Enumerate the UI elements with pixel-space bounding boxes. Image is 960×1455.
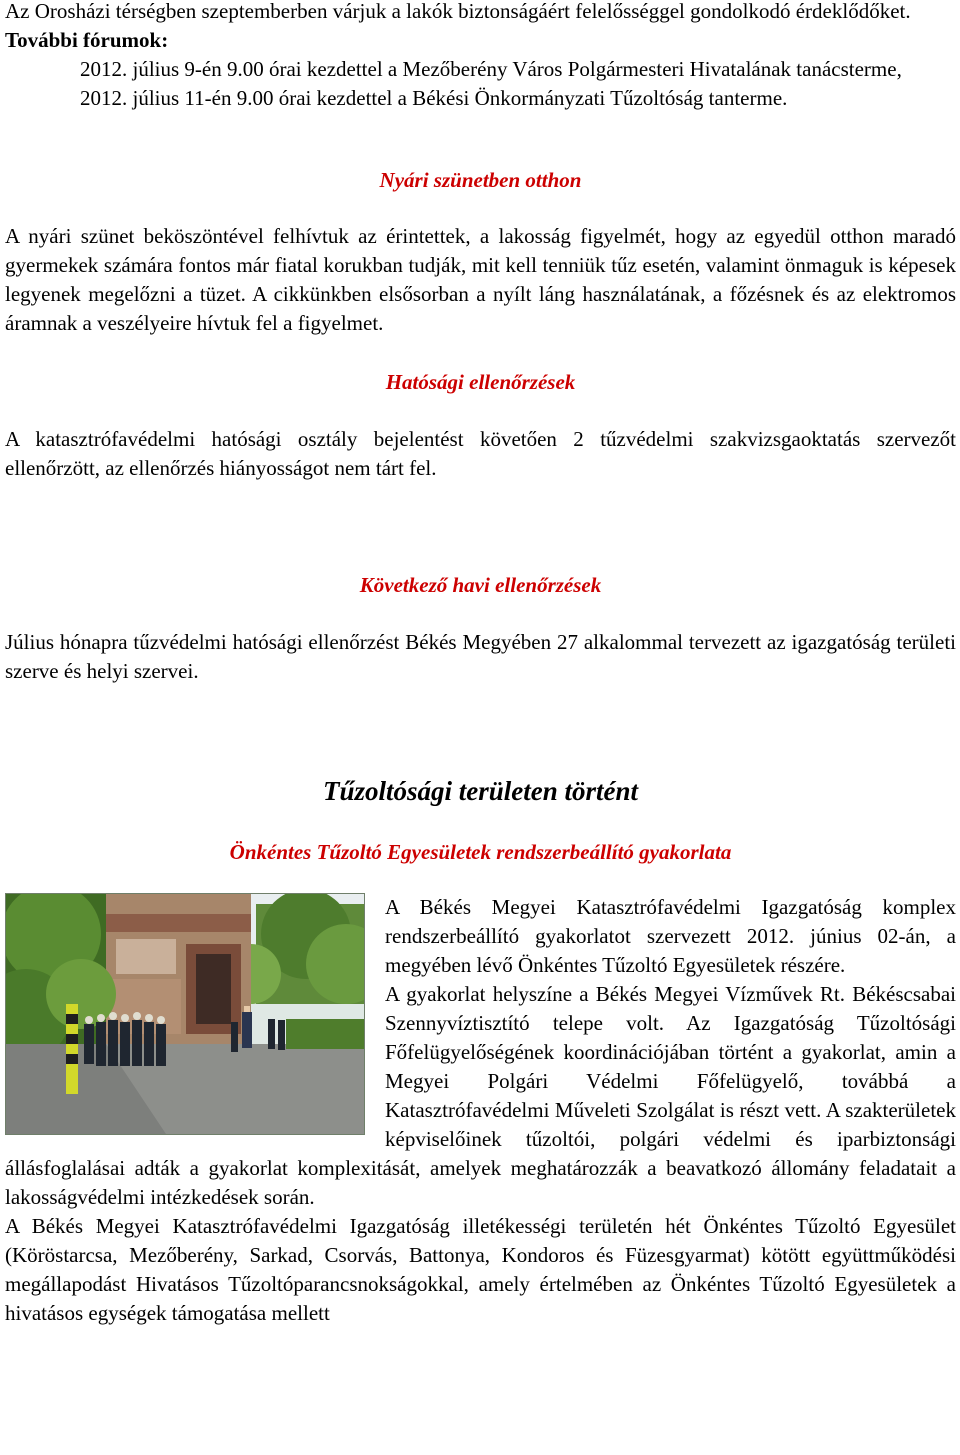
forums-title: További fórumok:	[5, 28, 169, 52]
forum-item-2-text: 2012. július 11-én 9.00 órai kezdettel a Békési Önkormányzati Tűzoltóság tanterme.	[80, 86, 788, 110]
exercise-para-3: A Békés Megyei Katasztrófavédelmi Igazgatóság illetékességi területén hét Önkéntes Tűzoltó Egyesület (Köröstarcsa, Mezőberény, Sarkad, Csorvás, Battonya, Kondoros és Füzesgyarmat) kötött együttműködési megállapodást Hivatásos Tűzoltóparancsnokságokkal, amely értelmében az Önkéntes Tűzoltó Egyesületek a hivatásos egységek támogatása mellett	[5, 1214, 956, 1325]
fire-area-title: Tűzoltósági területen történt	[322, 776, 639, 806]
next-month-heading: Következő havi ellenőrzések	[359, 573, 602, 597]
dash-marker	[5, 84, 80, 113]
exercise-subheading: Önkéntes Tűzoltó Egyesületek rendszerbeállító gyakorlata	[229, 840, 732, 864]
exercise-photo-image	[6, 894, 364, 1134]
exercise-para-2: A gyakorlat helyszíne a Békés Megyei Vízművek Rt. Békéscsabai Szennyvíztisztító telepe volt. Az Igazgatóság Tűzoltósági Főfelügyelőségének koordinációjában történt a gyakorlat, amin a Megyei Polgári Védelmi Főfelügyelő, továbbá a Katasztrófavédelmi Műveleti Szolgálat is részt vett. A szakterületek képviselőinek tűzoltói, polgári védelmi és iparbiztonsági állásfoglalásai adták a gyakorlat komplexitását, amelyek meghatározzák a beavatkozó állomány feladatait a lakosságvédelmi intézkedések során.	[5, 982, 956, 1209]
exercise-para-1: A Békés Megyei Katasztrófavédelmi Igazgatóság komplex rendszerbeállító gyakorlatot szervezett 2012. június 02-án, a megyében lévő Önkéntes Tűzoltó Egyesületek részére.	[385, 895, 956, 977]
dash-marker	[5, 55, 80, 84]
summer-heading: Nyári szünetben otthon	[379, 168, 582, 192]
document-page	[5, 0, 956, 1328]
forum-item-1-text: 2012. július 9-én 9.00 órai kezdettel a Mezőberény Város Polgármesteri Hivatalának tanácsterme,	[80, 57, 902, 81]
next-month-body: Július hónapra tűzvédelmi hatósági ellenőrzést Békés Megyében 27 alkalommal tervezett az igazgatóság területi szerve és helyi szervei.	[5, 630, 956, 683]
summer-body: A nyári szünet beköszöntével felhívtuk az érintettek, a lakosság figyelmét, hogy az egyedül otthon maradó gyermekek számára fontos már fiatal korukban tudják, mit kell tenniük tűz esetén, valamint önmaguk is képesek legyenek megelőzni a tüzet. A cikkünkben elsősorban a nyílt láng használatának, a főzésnek és az elektromos áramnak a veszélyeire hívtuk fel a figyelmet.	[5, 224, 956, 335]
intro-paragraph: Az Orosházi térségben szeptemberben várjuk a lakók biztonságáért felelősséggel gondolkodó érdeklődőket.	[5, 0, 911, 23]
forum-item-1	[5, 55, 956, 84]
exercise-article	[5, 893, 956, 1328]
forum-item-2	[5, 84, 956, 113]
inspections-body: A katasztrófavédelmi hatósági osztály bejelentést követően 2 tűzvédelmi szakvizsgaoktatás szervezőt ellenőrzött, az ellenőrzés hiányosságot nem tárt fel.	[5, 427, 956, 480]
inspections-heading: Hatósági ellenőrzések	[385, 370, 576, 394]
exercise-photo	[5, 893, 365, 1135]
